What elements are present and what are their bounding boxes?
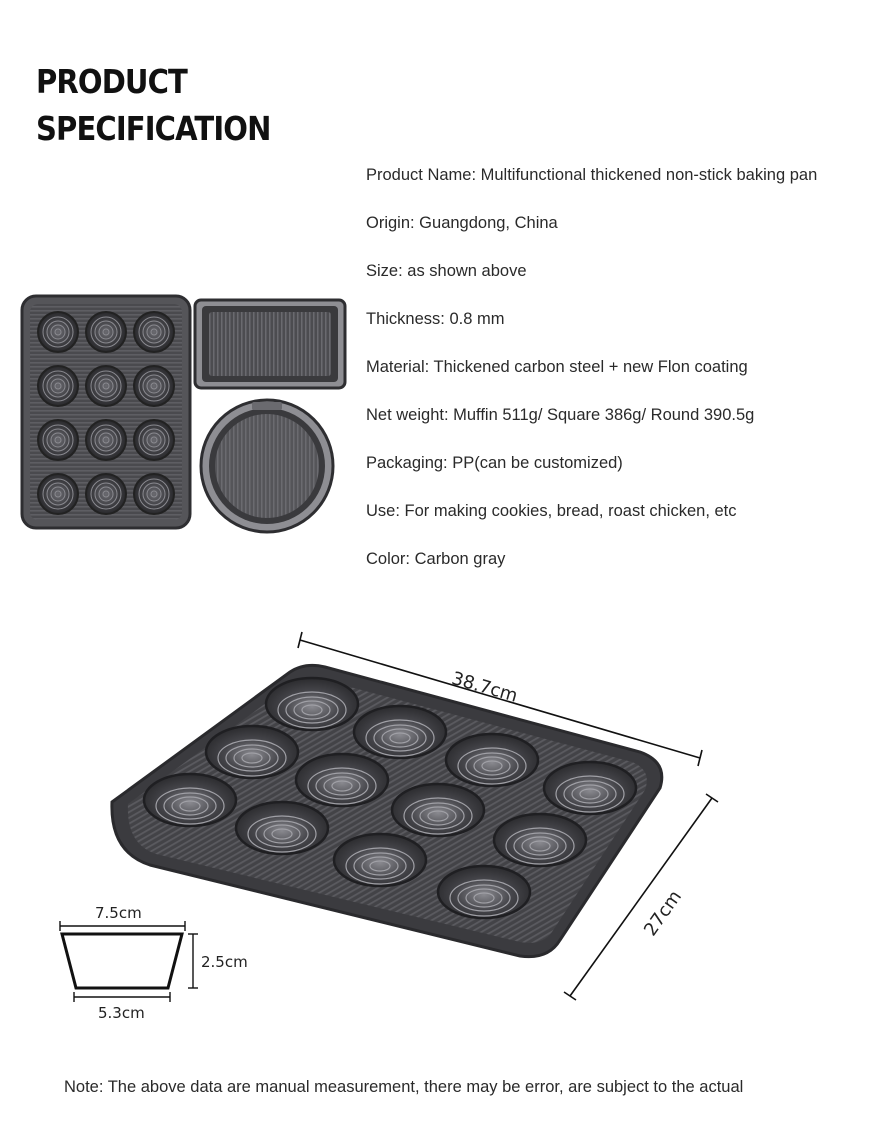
spec-list: [366, 163, 866, 595]
muffin-pan-dimension-photo: [0, 620, 875, 1040]
muffin-cup: [38, 474, 78, 514]
spec-origin: Origin: Guangdong, China: [366, 214, 558, 232]
cup-bottom-diameter-label: 5.3cm: [98, 1004, 145, 1022]
measurement-note: Note: The above data are manual measurement, there may be error, are subject to the actual: [64, 1078, 744, 1096]
page-title: [36, 58, 270, 152]
muffin-cup: [266, 678, 358, 730]
muffin-cup: [334, 834, 426, 886]
spec-size: Size: as shown above: [366, 262, 527, 280]
muffin-cup: [134, 474, 174, 514]
spec-product-name: Product Name: Multifunctional thickened non-stick baking pan: [366, 166, 818, 184]
muffin-cup: [544, 762, 636, 814]
loaf-pan-photo: [193, 298, 347, 390]
title-line-2: SPECIFICATION: [36, 109, 271, 148]
length-dimension-label: 38.7cm: [449, 668, 520, 707]
muffin-cup: [86, 366, 126, 406]
spec-color: Color: Carbon gray: [366, 550, 506, 568]
muffin-cup: [38, 366, 78, 406]
width-dimension-label: 27cm: [640, 886, 687, 941]
muffin-cup: [236, 802, 328, 854]
cup-height-label: 2.5cm: [201, 953, 248, 971]
muffin-cup: [296, 754, 388, 806]
muffin-tray-photo: [20, 294, 192, 530]
muffin-cup: [446, 734, 538, 786]
muffin-cup: [438, 866, 530, 918]
title-line-1: PRODUCT: [36, 62, 187, 101]
muffin-cup: [134, 366, 174, 406]
muffin-cup: [86, 420, 126, 460]
muffin-cup: [134, 420, 174, 460]
muffin-cup: [494, 814, 586, 866]
muffin-cup: [144, 774, 236, 826]
spec-packaging: Packaging: PP(can be customized): [366, 454, 623, 472]
muffin-cup: [38, 312, 78, 352]
muffin-cup: [38, 420, 78, 460]
muffin-cup: [354, 706, 446, 758]
muffin-cup: [86, 474, 126, 514]
spec-thickness: Thickness: 0.8 mm: [366, 310, 505, 328]
muffin-cup: [206, 726, 298, 778]
spec-use: Use: For making cookies, bread, roast chicken, etc: [366, 502, 737, 520]
spec-net-weight: Net weight: Muffin 511g/ Square 386g/ Round 390.5g: [366, 406, 755, 424]
spec-material: Material: Thickened carbon steel + new Flon coating: [366, 358, 748, 376]
muffin-cup: [86, 312, 126, 352]
round-pan-photo: [197, 398, 337, 534]
muffin-cup: [134, 312, 174, 352]
cup-top-diameter-label: 7.5cm: [95, 904, 142, 922]
muffin-cup: [392, 784, 484, 836]
